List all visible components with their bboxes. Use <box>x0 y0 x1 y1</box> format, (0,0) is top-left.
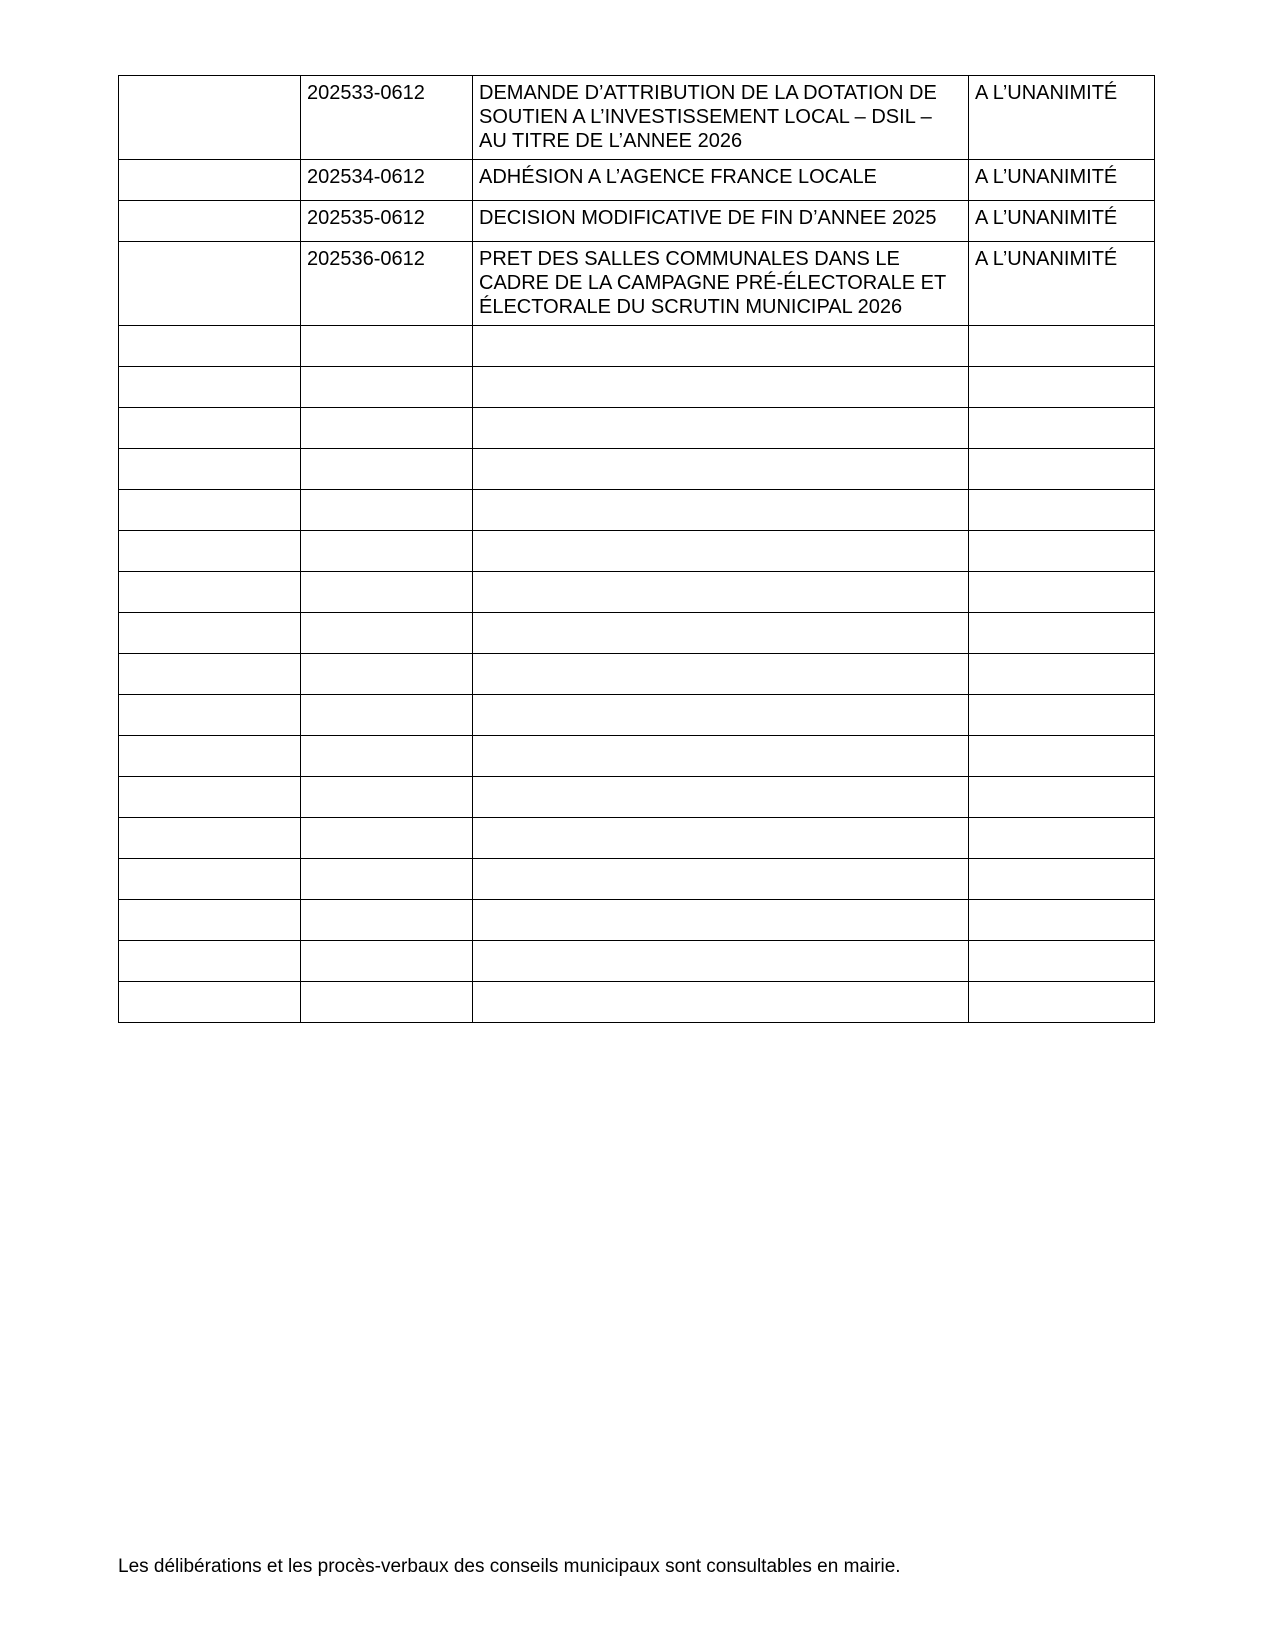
deliberation-number-cell <box>301 982 473 1023</box>
deliberation-number-cell <box>301 367 473 408</box>
vote-result-cell <box>969 367 1155 408</box>
empty-table-row <box>119 818 1155 859</box>
subject-cell: ADHÉSION A L’AGENCE FRANCE LOCALE <box>473 160 969 201</box>
subject-cell: DEMANDE D’ATTRIBUTION DE LA DOTATION DE SOUTIEN A L’INVESTISSEMENT LOCAL – DSIL – AU TITRE DE L’ANNEE 2026 <box>473 76 969 160</box>
empty-table-row <box>119 859 1155 900</box>
subject-cell <box>473 326 969 367</box>
date-cell <box>119 76 301 160</box>
deliberation-number-cell: 202533-0612 <box>301 76 473 160</box>
vote-result-cell: A L’UNANIMITÉ <box>969 160 1155 201</box>
date-cell <box>119 326 301 367</box>
date-cell <box>119 201 301 242</box>
subject-cell <box>473 982 969 1023</box>
subject-cell <box>473 941 969 982</box>
vote-result-cell: A L’UNANIMITÉ <box>969 76 1155 160</box>
empty-table-row <box>119 326 1155 367</box>
deliberation-number-cell <box>301 818 473 859</box>
vote-result-cell <box>969 736 1155 777</box>
date-cell <box>119 982 301 1023</box>
table-row <box>119 242 1155 326</box>
deliberation-number-cell <box>301 654 473 695</box>
date-cell <box>119 736 301 777</box>
subject-cell <box>473 490 969 531</box>
date-cell <box>119 900 301 941</box>
empty-table-row <box>119 449 1155 490</box>
subject-cell <box>473 777 969 818</box>
vote-result-cell <box>969 777 1155 818</box>
date-cell <box>119 613 301 654</box>
date-cell <box>119 160 301 201</box>
deliberation-number-cell: 202536-0612 <box>301 242 473 326</box>
empty-table-row <box>119 941 1155 982</box>
vote-result-cell <box>969 982 1155 1023</box>
table-body <box>119 76 1155 1023</box>
vote-result-cell <box>969 326 1155 367</box>
empty-table-row <box>119 777 1155 818</box>
vote-result-cell <box>969 408 1155 449</box>
table-row <box>119 201 1155 242</box>
vote-result-cell <box>969 490 1155 531</box>
deliberations-table <box>118 75 1155 1023</box>
deliberation-number-cell <box>301 941 473 982</box>
subject-cell <box>473 367 969 408</box>
empty-table-row <box>119 367 1155 408</box>
date-cell <box>119 818 301 859</box>
deliberation-number-cell <box>301 859 473 900</box>
subject-cell: PRET DES SALLES COMMUNALES DANS LE CADRE DE LA CAMPAGNE PRÉ-ÉLECTORALE ET ÉLECTORALE DU SCRUTIN MUNICIPAL 2026 <box>473 242 969 326</box>
deliberation-number-cell <box>301 490 473 531</box>
footer-note: Les délibérations et les procès-verbaux des conseils municipaux sont consultables en mairie. <box>118 1556 901 1577</box>
deliberation-number-cell <box>301 777 473 818</box>
deliberation-number-cell <box>301 326 473 367</box>
date-cell <box>119 242 301 326</box>
subject-cell <box>473 449 969 490</box>
date-cell <box>119 777 301 818</box>
vote-result-cell <box>969 531 1155 572</box>
deliberation-number-cell <box>301 531 473 572</box>
subject-cell <box>473 900 969 941</box>
subject-cell <box>473 654 969 695</box>
vote-result-cell: A L’UNANIMITÉ <box>969 242 1155 326</box>
subject-cell: DECISION MODIFICATIVE DE FIN D’ANNEE 2025 <box>473 201 969 242</box>
subject-cell <box>473 408 969 449</box>
date-cell <box>119 531 301 572</box>
deliberation-number-cell <box>301 449 473 490</box>
table-row <box>119 76 1155 160</box>
subject-cell <box>473 531 969 572</box>
table-row <box>119 160 1155 201</box>
date-cell <box>119 367 301 408</box>
vote-result-cell <box>969 654 1155 695</box>
date-cell <box>119 490 301 531</box>
date-cell <box>119 449 301 490</box>
empty-table-row <box>119 613 1155 654</box>
deliberation-number-cell <box>301 613 473 654</box>
date-cell <box>119 695 301 736</box>
empty-table-row <box>119 736 1155 777</box>
date-cell <box>119 859 301 900</box>
deliberation-number-cell <box>301 736 473 777</box>
vote-result-cell: A L’UNANIMITÉ <box>969 201 1155 242</box>
empty-table-row <box>119 982 1155 1023</box>
vote-result-cell <box>969 818 1155 859</box>
empty-table-row <box>119 490 1155 531</box>
empty-table-row <box>119 531 1155 572</box>
subject-cell <box>473 695 969 736</box>
date-cell <box>119 941 301 982</box>
deliberation-number-cell: 202534-0612 <box>301 160 473 201</box>
vote-result-cell <box>969 613 1155 654</box>
deliberation-number-cell: 202535-0612 <box>301 201 473 242</box>
vote-result-cell <box>969 859 1155 900</box>
empty-table-row <box>119 572 1155 613</box>
subject-cell <box>473 859 969 900</box>
subject-cell <box>473 736 969 777</box>
empty-table-row <box>119 695 1155 736</box>
empty-table-row <box>119 900 1155 941</box>
deliberation-number-cell <box>301 900 473 941</box>
vote-result-cell <box>969 572 1155 613</box>
subject-cell <box>473 572 969 613</box>
deliberation-number-cell <box>301 408 473 449</box>
date-cell <box>119 654 301 695</box>
date-cell <box>119 408 301 449</box>
deliberation-number-cell <box>301 572 473 613</box>
vote-result-cell <box>969 695 1155 736</box>
date-cell <box>119 572 301 613</box>
deliberation-number-cell <box>301 695 473 736</box>
subject-cell <box>473 613 969 654</box>
vote-result-cell <box>969 941 1155 982</box>
vote-result-cell <box>969 900 1155 941</box>
subject-cell <box>473 818 969 859</box>
empty-table-row <box>119 654 1155 695</box>
empty-table-row <box>119 408 1155 449</box>
vote-result-cell <box>969 449 1155 490</box>
